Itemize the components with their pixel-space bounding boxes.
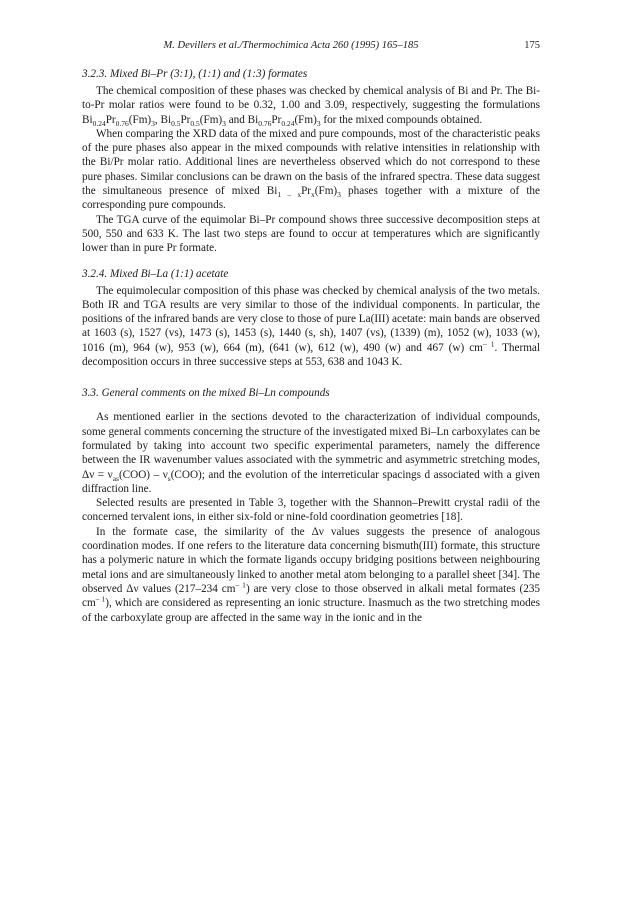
paragraph: As mentioned earlier in the sections devoted to the characterization of individual compounds, some general comments concerning the structure of the investigated mixed Bi–Ln carboxylates can be formulated by taking into account two specific experimental parameters, namely the difference between the IR wavenumber values associated with the symmetric and asymmetric stretching modes, $\Delta\nu = \nu_{as}(COO) - \nu_s(COO)$; and the evolution of the interreticular spacings d associated with a given diffraction line.	[82, 411, 540, 495]
paragraph: In the formate case, the similarity of the Δν values suggests the presence of analogous coordination modes. If one refers to the literature data concerning bismuth(III) formate, this structure has a polymeric nature in which the formate ligands occupy bridging positions between neighbouring metal ions and are simultaneously linked to another metal atom belonging to a parallel sheet [34]. The observed Δν values (217–234 $cm^{- 1}$) are very close to those observed in alkali metal formates (235 $cm^{- 1}$), which are considered as representing an ionic structure. Inasmuch as the two stretching modes of the carboxylate group are affected in the same way in the ionic and in the	[82, 525, 541, 624]
page	[82, 40, 540, 625]
paragraph: The equimolecular composition of this phase was checked by chemical analysis of the two metals. Both IR and TGA results are very similar to those of the individual components. In particular, the positions of the infrared bands are very close to those of pure La(III) acetate: main bands are observed at 1603 (s), 1527 (vs), 1473 (s), 1453 (s), 1440 (s, sh), 1407 (vs), (1339) (m), 1052 (w), 1033 (w), 1016 (m), 964 (w), 953 (w), 664 (m), (641 (w), 612 (w), 490 (w) and 467 (w) $cm^{- 1}$. Thermal decomposition occurs in three successive steps at 553, 638 and 1043 K.	[82, 284, 540, 369]
section-heading-3-3: 3.3. General comments on the mixed Bi–Ln compounds	[82, 387, 330, 400]
paragraph: When comparing the XRD data of the mixed and pure compounds, most of the characteristic peaks of the pure phases also appear in the mixed compounds with relative intensities in relationship with the Bi/Pr molar ratio. Additional lines are nevertheless observed which do not correspond to these pure phases. Similar conclusions can be drawn on the basis of the infrared spectra. These data suggest the simultaneous presence of mixed $Bi_{1 - x}Pr_x(Fm)_3$ phases together with a mixture of the corresponding pure compounds.	[82, 127, 540, 212]
paragraph: The TGA curve of the equimolar Bi–Pr compound shows three successive decomposition steps at 500, 550 and 633 K. The last two steps are found to occur at temperatures which are significantly lower than in pure Pr formate.	[82, 213, 540, 255]
paragraph: The chemical composition of these phases was checked by chemical analysis of Bi and Pr. The Bi-to-Pr molar ratios were found to be 0.32, 1.00 and 3.09, respectively, suggesting the formulations $Bi_{0.24}Pr_{0.76}(Fm)_3$, $Bi_{0.5}Pr_{0.5}(Fm)_3$ and $Bi_{0.76}Pr_{0.24}(Fm)_3$ for the mixed compounds obtained.	[82, 85, 540, 128]
page-header	[82, 40, 540, 56]
running-title: M. Devillers et al./Thermochimica Acta 260 (1995) 165–185	[163, 40, 419, 51]
paragraph: Selected results are presented in Table 3, together with the Shannon–Prewitt crystal radii of the concerned tervalent ions, in either six-fold or nine-fold coordination geometries [18].	[82, 497, 540, 524]
section-heading-3-2-3: 3.2.3. Mixed Bi–Pr (3:1), (1:1) and (1:3) formates	[82, 68, 308, 80]
section-heading-3-2-4: 3.2.4. Mixed Bi–La (1:1) acetate	[82, 267, 229, 280]
page-number: 175	[524, 40, 540, 51]
